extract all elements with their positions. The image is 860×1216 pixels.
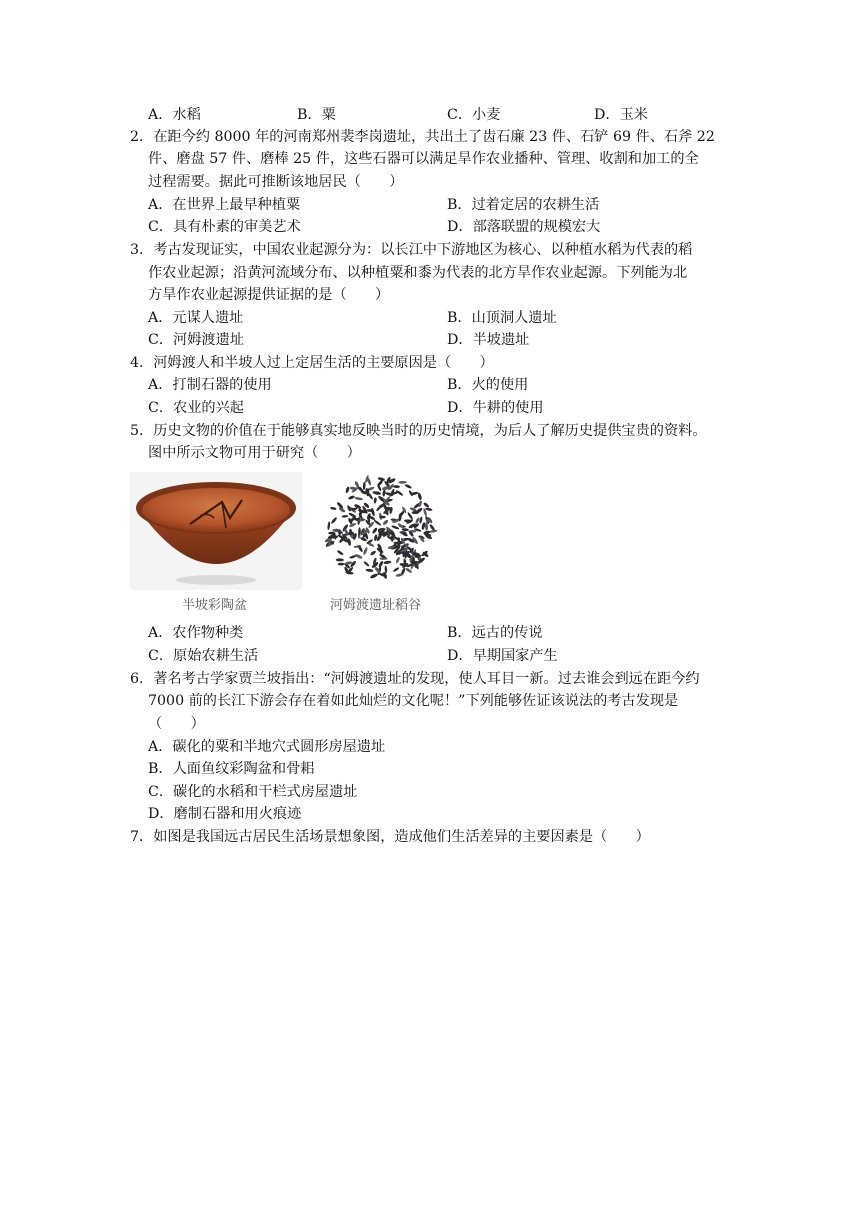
q3-option-b: B．山顶洞人遗址 [447, 310, 557, 326]
q6-option-c: C．碳化的水稻和干栏式房屋遗址 [148, 784, 358, 800]
figure-caption-bowl: 半坡彩陶盆 [182, 598, 248, 613]
q2-stem-line2: 件、磨盘 57 件、磨棒 25 件，这些石器可以满足旱作农业播种、管理、收割和加工的全 [148, 151, 699, 167]
q1-option-a: A．水稻 [148, 107, 201, 123]
figure-caption-rice: 河姆渡遗址稻谷 [330, 598, 422, 613]
q3-stem-line1: 3．考古发现证实，中国农业起源分为：以长江中下游地区为核心、以种植水稻为代表的稻 [130, 242, 693, 258]
q6-option-a: A．碳化的粟和半地穴式圆形房屋遗址 [148, 739, 386, 755]
q6-stem-line3: （ ） [148, 716, 205, 732]
q5-stem-line2: 图中所示文物可用于研究（ ） [148, 445, 361, 461]
q2-option-b: B．过着定居的农耕生活 [447, 197, 600, 213]
q2-option-a: A．在世界上最早种植粟 [148, 197, 301, 213]
q4-option-d: D．牛耕的使用 [447, 400, 544, 416]
q3-option-d: D．半坡遗址 [447, 332, 530, 348]
q3-stem-line3: 方旱作农业起源提供证据的是（ ） [148, 287, 390, 303]
q2-stem-line3: 过程需要。据此可推断该地居民（ ） [148, 174, 404, 190]
q1-option-d: D．玉米 [594, 107, 648, 123]
q5-option-b: B．远古的传说 [447, 625, 543, 641]
q5-option-d: D．早期国家产生 [447, 648, 558, 664]
q6-option-d: D．磨制石器和用火痕迹 [148, 806, 302, 822]
q1-option-b: B．粟 [297, 107, 336, 123]
q2-option-d: D．部落联盟的规模宏大 [447, 219, 601, 235]
q6-stem-line1: 6．著名考古学家贾兰坡指出：“河姆渡遗址的发现，使人耳目一新。过去谁会到远在距今约 [130, 671, 700, 687]
q4-option-c: C．农业的兴起 [148, 400, 244, 416]
q5-figure [130, 472, 460, 617]
q3-option-c: C．河姆渡遗址 [148, 332, 244, 348]
q6-stem-line2: 7000 前的长江下游会存在着如此灿烂的文化呢！”下列能够佐证该说法的考古发现是 [148, 693, 679, 709]
q5-option-a: A．农作物种类 [148, 625, 244, 641]
q3-stem-line2: 作农业起源；沿黄河流域分布、以种植粟和黍为代表的北方旱作农业起源。下列能为北 [148, 265, 688, 281]
q4-option-b: B．火的使用 [447, 377, 529, 393]
q2-stem-line1: 2．在距今约 8000 年的河南郑州裴李岗遗址，共出土了齿石廉 23 件、石铲 69 件、石斧 22 [130, 129, 715, 145]
carbonized-rice-grains-image [314, 472, 446, 590]
q5-option-c: C．原始农耕生活 [148, 648, 259, 664]
painted-pottery-bowl-image [130, 472, 302, 590]
rice-grain [338, 563, 345, 566]
q3-option-a: A．元谋人遗址 [148, 310, 244, 326]
rice-grain [379, 516, 385, 519]
q1-option-c: C．小麦 [447, 107, 501, 123]
q7-stem-line1: 7．如图是我国远古居民生活场景想象图，造成他们生活差异的主要因素是（ ） [130, 829, 650, 845]
q4-stem-line1: 4．河姆渡人和半坡人过上定居生活的主要原因是（ ） [130, 355, 494, 371]
q5-stem-line1: 5．历史文物的价值在于能够真实地反映当时的历史情境，为后人了解历史提供宝贵的资料。 [130, 423, 707, 439]
q2-option-c: C．具有朴素的审美艺术 [148, 219, 301, 235]
q4-option-a: A．打制石器的使用 [148, 377, 272, 393]
q6-option-b: B．人面鱼纹彩陶盆和骨耜 [148, 761, 315, 777]
